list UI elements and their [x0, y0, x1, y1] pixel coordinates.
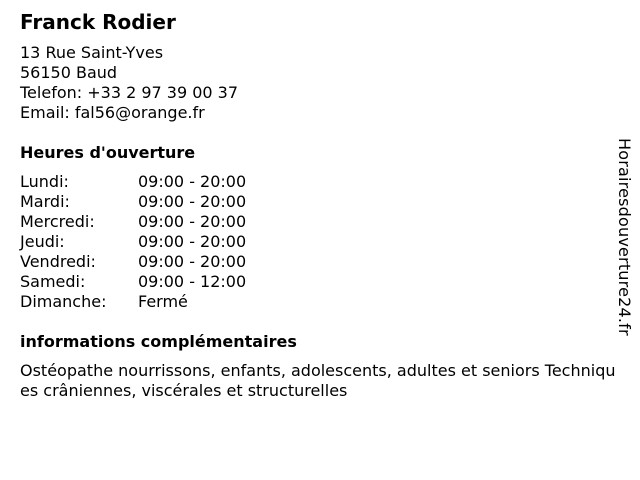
hours-day: Mardi:	[20, 192, 70, 211]
address-line-1: 13 Rue Saint-Yves	[20, 43, 164, 62]
phone-line: Telefon: +33 2 97 39 00 37	[20, 83, 239, 102]
hours-time: 09:00 - 12:00	[138, 272, 247, 291]
hours-row-friday	[20, 252, 620, 272]
business-name: Franck Rodier	[20, 10, 176, 34]
hours-row-thursday	[20, 232, 620, 252]
hours-row-sunday	[20, 292, 620, 312]
hours-time: 09:00 - 20:00	[138, 172, 247, 191]
hours-day: Jeudi:	[20, 232, 65, 251]
address-line-2: 56150 Baud	[20, 63, 118, 82]
hours-row-saturday	[20, 272, 620, 292]
hours-day: Mercredi:	[20, 212, 95, 231]
email-line: Email: fal56@orange.fr	[20, 103, 205, 122]
hours-time: 09:00 - 20:00	[138, 252, 247, 271]
hours-time: 09:00 - 20:00	[138, 212, 247, 231]
info-description: Ostéopathe nourrissons, enfants, adolescents, adultes et seniors Techniques crâniennes, viscérales et structurelles	[20, 361, 616, 400]
hours-time: 09:00 - 20:00	[138, 232, 247, 251]
hours-time: 09:00 - 20:00	[138, 192, 247, 211]
hours-title: Heures d'ouverture	[20, 143, 196, 162]
hours-time: Fermé	[138, 292, 188, 311]
hours-day: Lundi:	[20, 172, 69, 191]
hours-row-wednesday	[20, 212, 620, 232]
hours-row-tuesday	[20, 192, 620, 212]
info-title: informations complémentaires	[20, 332, 297, 351]
hours-row-monday	[20, 172, 620, 192]
hours-day: Vendredi:	[20, 252, 96, 271]
site-watermark: Horairesdouverture24.fr	[615, 138, 634, 336]
business-card	[20, 10, 620, 401]
hours-day: Samedi:	[20, 272, 86, 291]
hours-day: Dimanche:	[20, 292, 107, 311]
